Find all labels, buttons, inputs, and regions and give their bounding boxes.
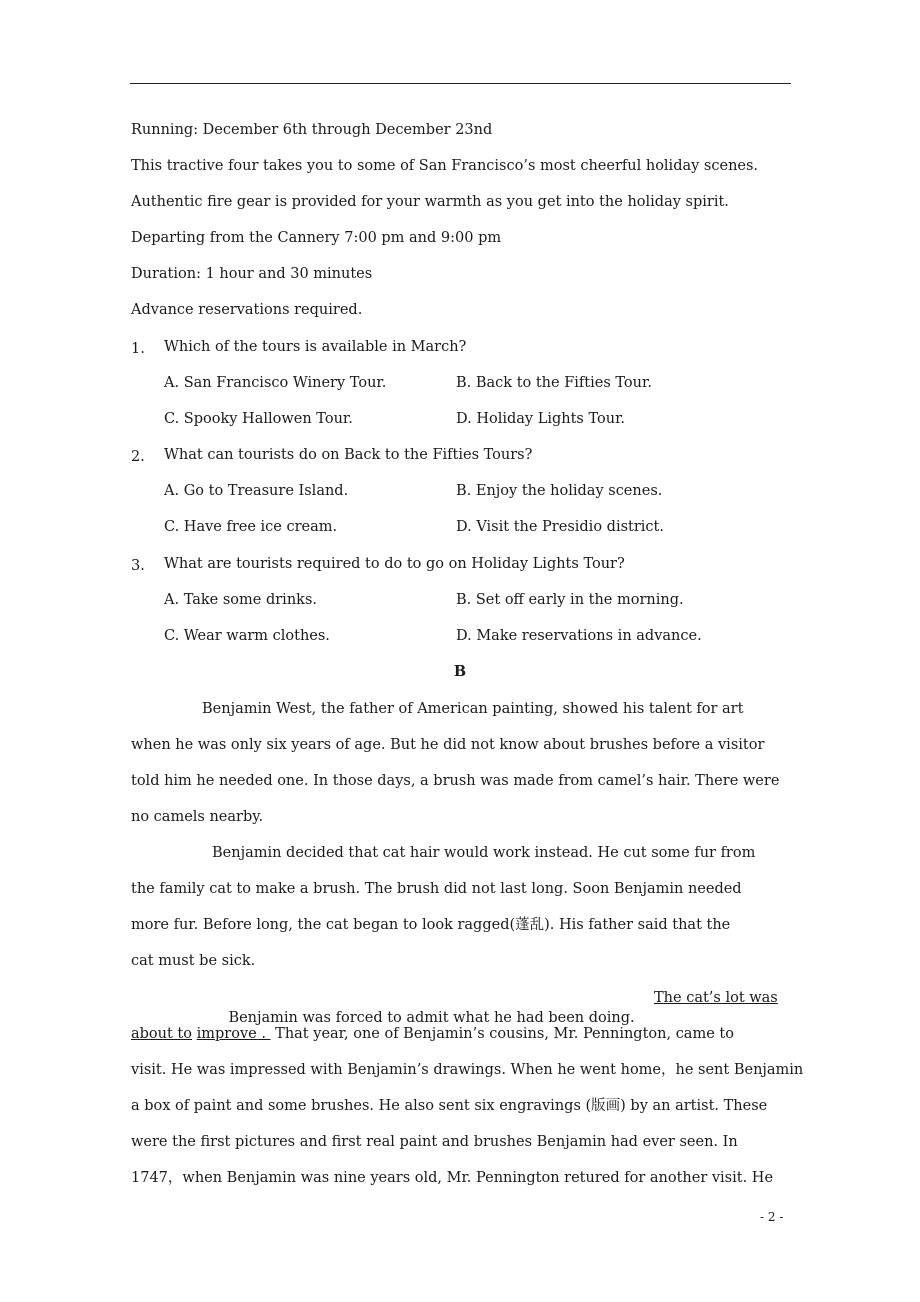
question-1-number: 1. [131,341,145,357]
paragraph-1-line-1: Benjamin West, the father of American painting, showed his talent for art [202,701,744,717]
question-3-option-b: B. Set off early in the morning. [456,592,684,608]
paragraph-2-line-3: more fur. Before long, the cat began to look ragged(蓬乱). His father said that the [131,917,731,933]
paragraph-1-line-4: no camels nearby. [131,809,264,825]
paragraph-1-line-3: told him he needed one. In those days, a brush was made from camel’s hair. There were [131,773,780,789]
paragraph-3-line-1-text: Benjamin was forced to admit what he had been doing. [228,1010,635,1026]
underlined-phrase-part-2: about to [131,1026,192,1042]
tour-reservations: Advance reservations required. [131,302,363,318]
question-3-number: 3. [131,558,145,574]
paragraph-3-line-4: a box of paint and some brushes. He also sent six engravings (版画) by an artist. These [131,1098,768,1114]
running-dates: Running: December 6th through December 23nd [131,122,493,138]
answer-blank: . [256,1026,271,1042]
tour-description: This tractive four takes you to some of San Francisco’s most cheerful holiday scenes. [131,158,759,174]
underlined-phrase-part-1: The cat’s lot was [654,990,778,1006]
question-1-option-a: A. San Francisco Winery Tour. [164,375,387,391]
header-rule [130,83,791,84]
paragraph-3-line-2 [131,1024,734,1044]
paragraph-1-line-2: when he was only six years of age. But he did not know about brushes before a visitor [131,737,765,753]
paragraph-2-line-1: Benjamin decided that cat hair would work instead. He cut some fur from [212,845,756,861]
paragraph-3-line-2-text: That year, one of Benjamin’s cousins, Mr. Pennington, came to [270,1026,734,1042]
tour-departing: Departing from the Cannery 7:00 pm and 9:00 pm [131,230,502,246]
question-2-option-a: A. Go to Treasure Island. [164,483,349,499]
section-b-heading: B [453,663,467,680]
question-3-option-c: C. Wear warm clothes. [164,628,330,644]
question-3-option-d: D. Make reservations in advance. [456,628,702,644]
question-3-text: What are tourists required to do to go on Holiday Lights Tour? [164,556,625,572]
question-3-option-a: A. Take some drinks. [164,592,317,608]
question-2-number: 2. [131,449,145,465]
question-1-option-c: C. Spooky Hallowen Tour. [164,411,353,427]
paragraph-3-line-3: visit. He was impressed with Benjamin’s drawings. When he went home，he sent Benjamin [131,1062,804,1078]
question-2-option-d: D. Visit the Presidio district. [456,519,664,535]
question-2-option-c: C. Have free ice cream. [164,519,338,535]
paragraph-2-line-4: cat must be sick. [131,953,256,969]
underlined-phrase-part-3: improve [196,1026,257,1042]
tour-gear: Authentic fire gear is provided for your warmth as you get into the holiday spirit. [131,194,729,210]
question-1-option-b: B. Back to the Fifties Tour. [456,375,652,391]
paragraph-3-line-5: were the first pictures and first real paint and brushes Benjamin had ever seen. In [131,1134,738,1150]
paragraph-3-line-6: 1747，when Benjamin was nine years old, Mr. Pennington retured for another visit. He [131,1170,774,1186]
question-2-text: What can tourists do on Back to the Fifties Tours? [164,447,533,463]
page-number: - 2 - [760,1210,784,1224]
question-1-text: Which of the tours is available in March? [164,339,467,355]
question-2-option-b: B. Enjoy the holiday scenes. [456,483,663,499]
paragraph-2-line-2: the family cat to make a brush. The brush did not last long. Soon Benjamin needed [131,881,742,897]
question-1-option-d: D. Holiday Lights Tour. [456,411,626,427]
tour-duration: Duration: 1 hour and 30 minutes [131,266,373,282]
